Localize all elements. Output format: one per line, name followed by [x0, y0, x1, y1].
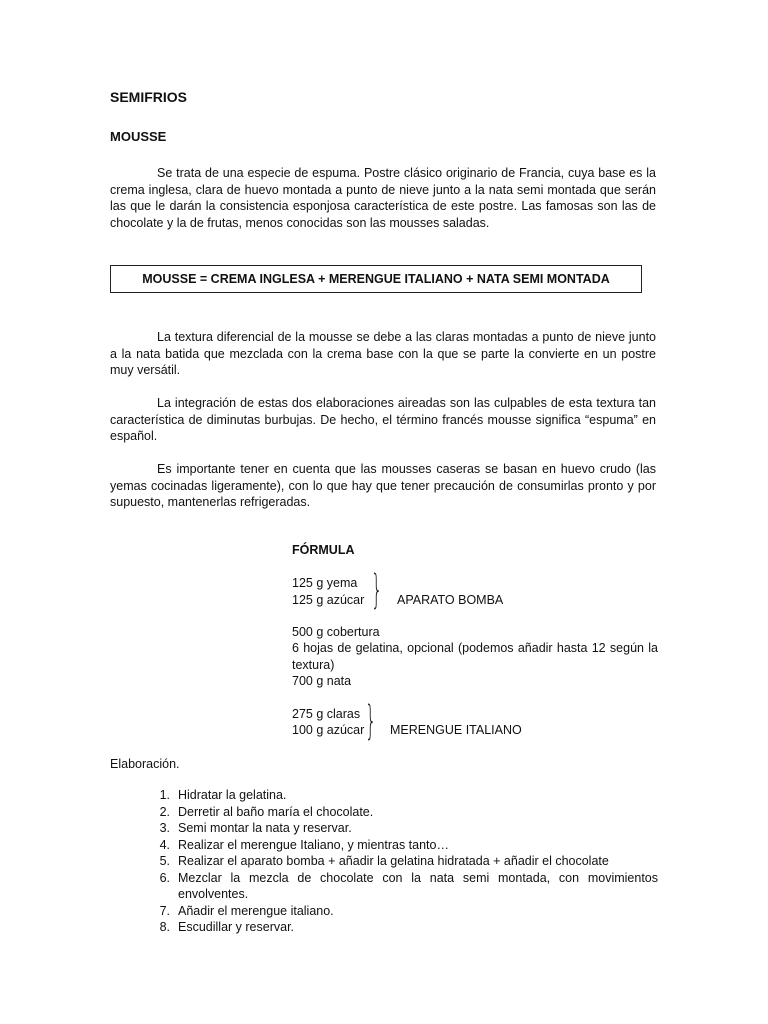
- paragraph-text: La integración de estas dos elaboraciones aireadas son las culpables de esta textura tan característica de diminutas burbujas. De hecho, el término francés mousse significa “espuma” en español.: [110, 396, 656, 443]
- step-text: Mezclar la mezcla de chocolate con la nata semi montada, con movimientos envolventes.: [178, 870, 658, 901]
- group-label: MERENGUE ITALIANO: [390, 723, 522, 737]
- step-text: Realizar el merengue Italiano, y mientras tanto…: [178, 837, 449, 852]
- brace-icon: }: [370, 567, 383, 613]
- intro-paragraph: [110, 165, 656, 231]
- step-number: 2.: [159, 804, 170, 819]
- ingredient-line: 125 g azúcar: [292, 593, 365, 607]
- ingredient-line: 100 g azúcar: [292, 723, 365, 737]
- ingredient-line: 700 g nata: [292, 674, 352, 688]
- list-item: [110, 919, 658, 936]
- paragraph-3: [110, 461, 656, 511]
- step-number: 5.: [159, 854, 170, 868]
- equation-box: [110, 265, 642, 293]
- step-text: Escudillar y reservar.: [178, 920, 295, 934]
- section-title: MOUSSE: [110, 129, 167, 144]
- step-text: Derretir al baño maría el chocolate.: [178, 804, 374, 819]
- formula-heading: FÓRMULA: [292, 543, 355, 557]
- page-title: SEMIFRIOS: [110, 89, 188, 105]
- step-number: 6.: [159, 870, 170, 885]
- paragraph-1: [110, 329, 656, 379]
- list-item: [110, 903, 658, 920]
- step-number: 8.: [159, 920, 170, 934]
- ingredient-line: 275 g claras: [292, 707, 361, 721]
- paragraph-text: Es importante tener en cuenta que las mousses caseras se basan en huevo crudo (las yemas cocinadas ligeramente), con lo que hay que tener precaución de consumirlas pronto y por supuesto, mantenerlas refrigeradas.: [110, 462, 656, 509]
- step-number: 7.: [159, 903, 170, 918]
- equation-text: MOUSSE = CREMA INGLESA + MERENGUE ITALIANO + NATA SEMI MONTADA: [142, 271, 610, 286]
- list-item: [110, 870, 658, 903]
- steps-list: [110, 787, 658, 936]
- intro-text: Se trata de una especie de espuma. Postre clásico originario de Francia, cuya base es la crema inglesa, clara de huevo montada a punto de nieve junto a la nata semi montada que serán las que le darán la consistencia esponjosa característica de este postre. Las famosas son las de chocolate y la de frutas, menos conocidas son las mousses saladas.: [110, 166, 656, 230]
- step-text: Realizar el aparato bomba + añadir la gelatina hidratada + añadir el chocolate: [178, 854, 609, 868]
- ingredient-line: 500 g cobertura: [292, 625, 380, 639]
- paragraph-text: La textura diferencial de la mousse se debe a las claras montadas a punto de nieve junto a la nata batida que mezclada con la crema base con la que se parte la convierte en un postre muy versátil.: [110, 330, 656, 377]
- step-text: Añadir el merengue italiano.: [178, 903, 334, 918]
- list-item: [110, 804, 658, 821]
- ingredient-line: 125 g yema: [292, 576, 358, 590]
- step-number: 4.: [159, 837, 170, 852]
- paragraph-2: [110, 395, 656, 445]
- elaboration-heading: Elaboración.: [110, 757, 180, 771]
- step-text: Hidratar la gelatina.: [178, 788, 287, 802]
- brace-icon: }: [364, 698, 377, 744]
- list-item: [110, 820, 658, 837]
- list-item: [110, 787, 658, 804]
- list-item: [110, 853, 658, 870]
- ingredient-line: 6 hojas de gelatina, opcional (podemos añadir hasta 12 según la textura): [292, 641, 658, 672]
- group-label: APARATO BOMBA: [397, 593, 504, 607]
- step-number: 1.: [159, 788, 170, 802]
- list-item: [110, 837, 658, 854]
- step-number: 3.: [159, 821, 170, 835]
- step-text: Semi montar la nata y reservar.: [178, 821, 352, 835]
